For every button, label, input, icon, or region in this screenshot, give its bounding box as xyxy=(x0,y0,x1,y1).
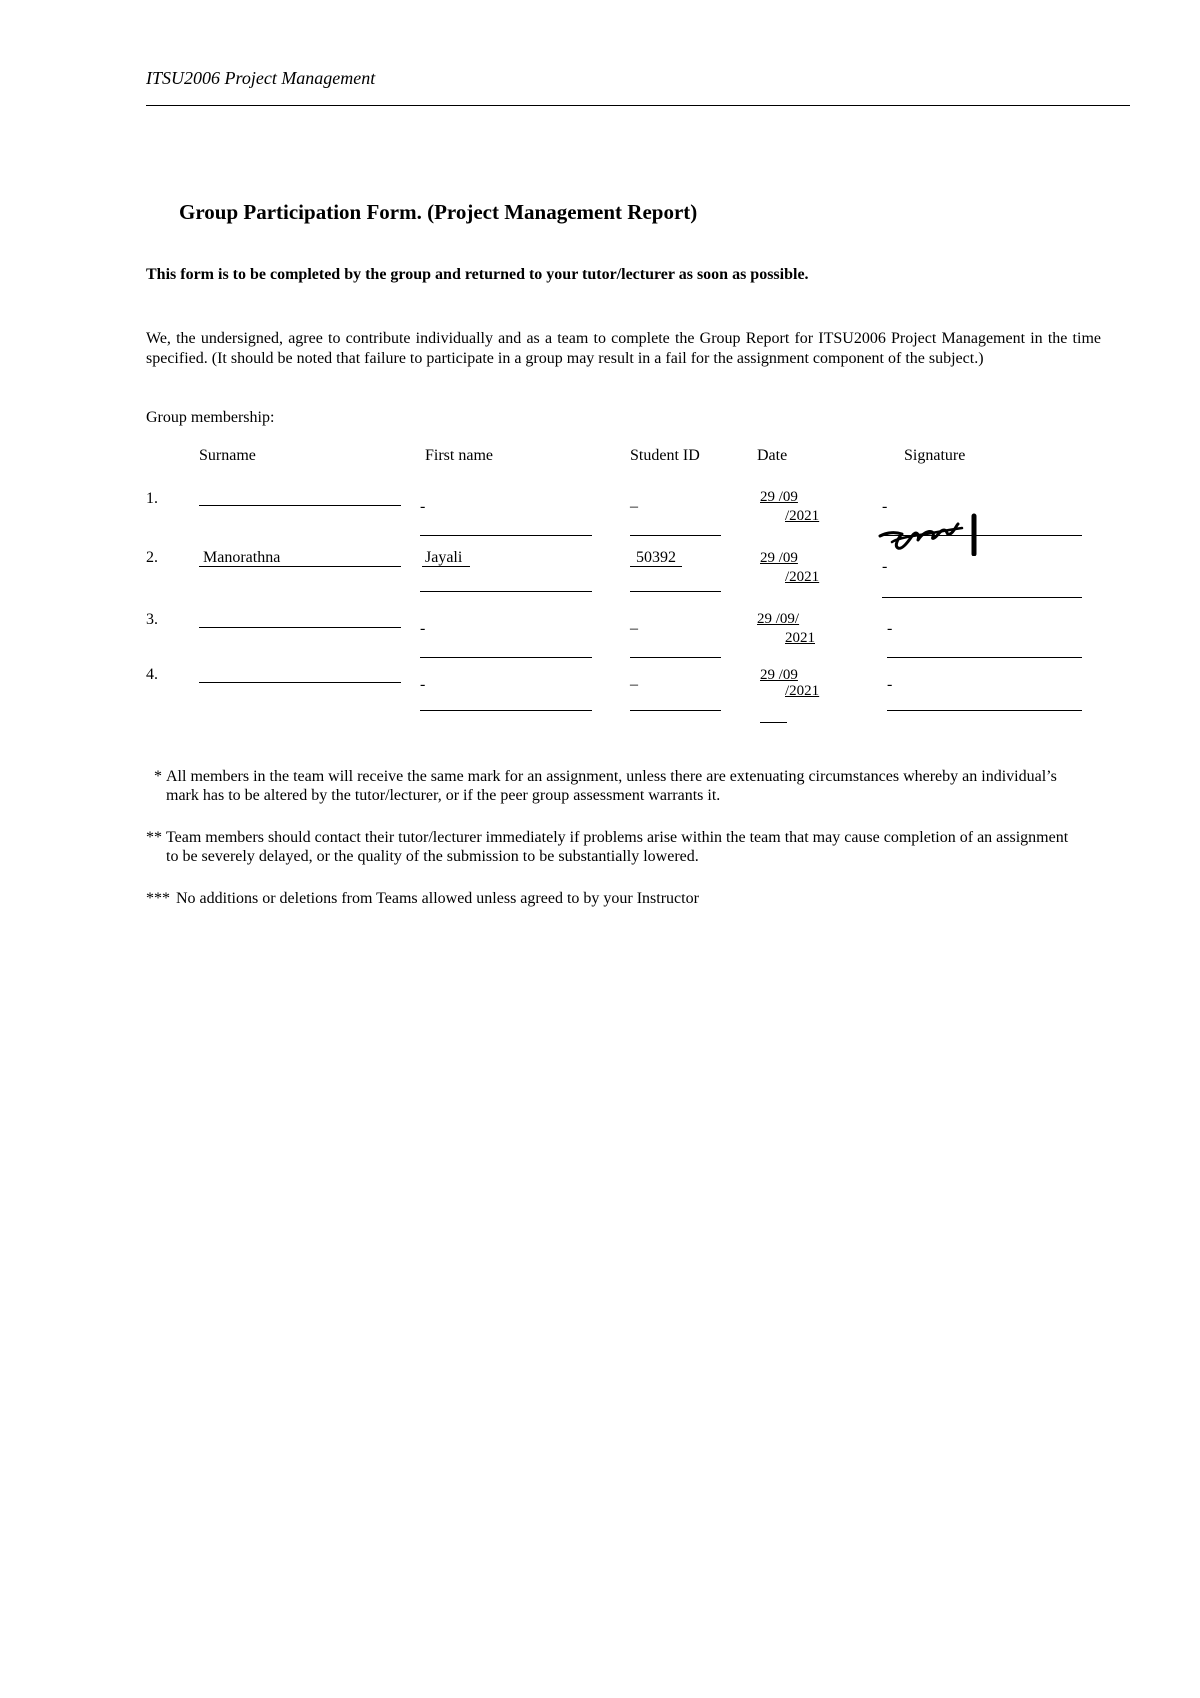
column-header-first-name: First name xyxy=(425,447,493,464)
student-id-line xyxy=(630,535,721,536)
note-text: Team members should contact their tutor/lecturer immediately if problems arise within the team that may cause completion of an assignment to be severely delayed, or the quality of the submission to be substantially lowered. xyxy=(166,829,1069,865)
note-marker: ** xyxy=(146,829,162,846)
signature-line xyxy=(887,710,1082,711)
signature-line xyxy=(882,597,1082,598)
form-title: Group Participation Form. (Project Management Report) xyxy=(179,200,698,224)
group-membership-label: Group membership: xyxy=(146,409,275,426)
first-name-line xyxy=(420,591,592,592)
first-name-field[interactable]: - xyxy=(420,620,426,637)
note-marker: * xyxy=(154,768,162,785)
row-number: 2. xyxy=(146,549,158,566)
date-extra-line xyxy=(760,722,787,723)
signature-field[interactable]: - xyxy=(882,558,888,575)
handwritten-signature-icon xyxy=(878,512,984,556)
student-id-field[interactable]: – xyxy=(630,620,638,637)
first-name-field[interactable]: Jayali xyxy=(425,549,463,566)
row-number: 4. xyxy=(146,666,158,683)
column-header-student-id: Student ID xyxy=(630,447,700,464)
column-header-signature: Signature xyxy=(904,447,966,464)
row-number: 1. xyxy=(146,490,158,507)
surname-line xyxy=(199,505,401,506)
date-day-month[interactable]: 29 /09 xyxy=(760,667,798,683)
first-name-line xyxy=(420,535,592,536)
row-number: 3. xyxy=(146,611,158,628)
note-text: No additions or deletions from Teams allowed unless agreed to by your Instructor xyxy=(176,890,699,907)
form-instruction: This form is to be completed by the group and returned to your tutor/lecturer as soon as possible. xyxy=(146,266,809,283)
student-id-underline xyxy=(630,566,682,567)
header-title: ITSU2006 Project Management xyxy=(146,68,376,88)
first-name-line xyxy=(420,710,592,711)
surname-line xyxy=(199,566,401,567)
date-day-month[interactable]: 29 /09 xyxy=(760,489,798,505)
student-id-field[interactable]: – xyxy=(630,676,638,693)
student-id-field[interactable]: – xyxy=(630,498,638,515)
date-year[interactable]: /2021 xyxy=(785,683,820,699)
student-id-line xyxy=(630,657,721,658)
student-id-line xyxy=(630,710,721,711)
surname-line xyxy=(199,627,401,628)
date-day-month[interactable]: 29 /09/ xyxy=(757,611,800,627)
first-name-underline xyxy=(422,566,470,567)
column-header-date: Date xyxy=(757,447,788,464)
date-year[interactable]: /2021 xyxy=(785,508,820,524)
signature-line xyxy=(887,657,1082,658)
agreement-paragraph: We, the undersigned, agree to contribute individually and as a team to complete the Group Report for ITSU2006 Project Management in the time specified. (It should be noted that failure to participate in a group may result in a fail for the assignment component of the subject.) xyxy=(146,330,1101,367)
note-text: All members in the team will receive the same mark for an assignment, unless there are extenuating circumstances whereby an individual’s mark has to be altered by the tutor/lecturer, or if the peer group assessment warrants it. xyxy=(166,768,1057,804)
first-name-field[interactable]: - xyxy=(420,676,426,693)
student-id-field[interactable]: 50392 xyxy=(636,549,676,566)
first-name-line xyxy=(420,657,592,658)
signature-field[interactable]: - xyxy=(882,498,888,515)
signature-field[interactable]: - xyxy=(887,620,893,637)
column-header-surname: Surname xyxy=(199,447,256,464)
surname-field[interactable]: Manorathna xyxy=(203,549,281,566)
student-id-line xyxy=(630,591,721,592)
header-divider xyxy=(146,105,1130,106)
first-name-field[interactable]: - xyxy=(420,498,426,515)
date-year[interactable]: 2021 xyxy=(785,630,815,646)
date-day-month[interactable]: 29 /09 xyxy=(760,550,798,566)
note-marker: *** xyxy=(146,890,170,907)
signature-field[interactable]: - xyxy=(887,676,893,693)
date-year[interactable]: /2021 xyxy=(785,569,820,585)
surname-line xyxy=(199,682,401,683)
